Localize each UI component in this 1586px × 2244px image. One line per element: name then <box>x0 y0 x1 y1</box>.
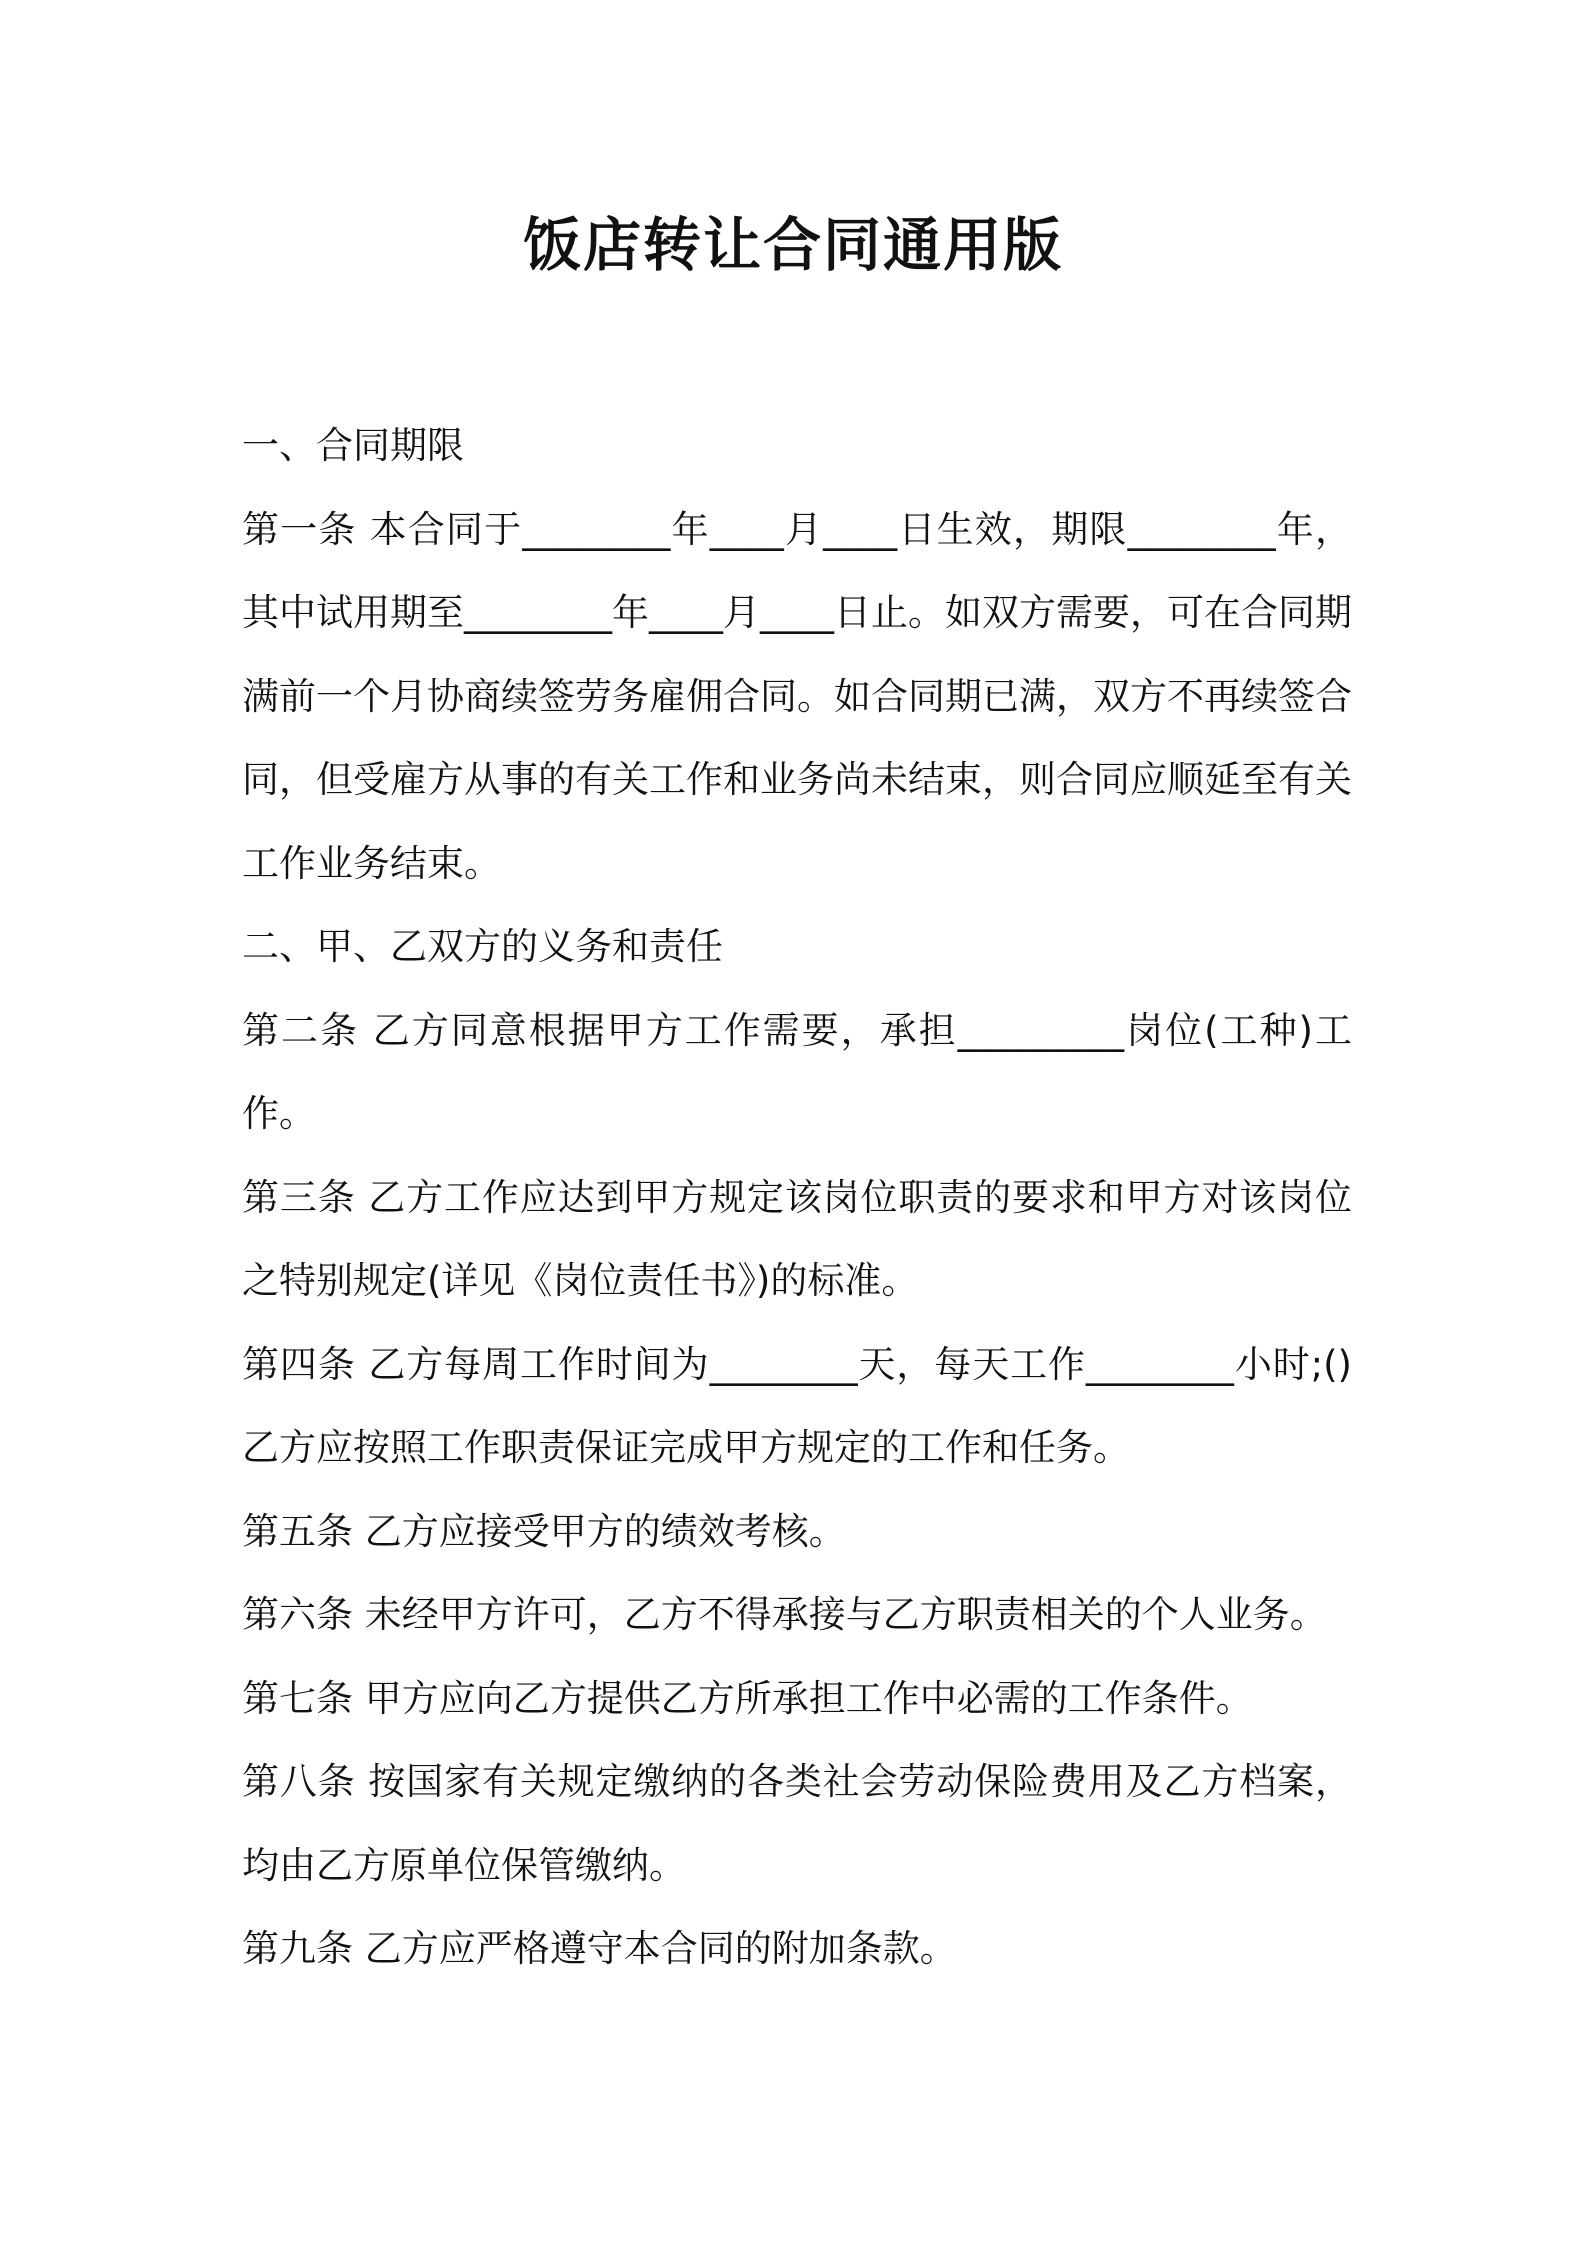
section-heading-term: 一、合同期限 <box>242 424 464 467</box>
document-title: 饭店转让合同通用版 <box>522 211 1063 279</box>
article-6: 第六条 未经甲方许可，乙方不得承接与乙方职责相关的个人业务。 <box>242 1593 1327 1636</box>
article-7: 第七条 甲方应向乙方提供乙方所承担工作中必需的工作条件。 <box>242 1676 1253 1720</box>
article-4: 第四条 乙方每周工作时间为________天，每天工作________小时;()乙方应按照工作职责保证完成甲方规定的工作和任务。 <box>242 1342 1352 1469</box>
section-heading-duties: 二、甲、乙双方的义务和责任 <box>242 925 723 968</box>
article-9: 第九条 乙方应严格遵守本合同的附加条款。 <box>242 1927 957 1970</box>
article-3: 第三条 乙方工作应达到甲方规定该岗位职责的要求和甲方对该岗位之特别规定(详见《岗位责任书》)的标准。 <box>242 1175 1352 1302</box>
document-body <box>242 404 1352 1991</box>
article-2: 第二条 乙方同意根据甲方工作需要，承担_________岗位(工种)工作。 <box>242 1008 1352 1135</box>
article-8: 第八条 按国家有关规定缴纳的各类社会劳动保险费用及乙方档案，均由乙方原单位保管缴纳。 <box>242 1760 1352 1887</box>
article-5: 第五条 乙方应接受甲方的绩效考核。 <box>242 1509 846 1553</box>
article-1: 第一条 本合同于________年____月____日生效，期限________年，其中试用期至________年____月____日止。如双方需要，可在合同期满前一个月协商续签劳务雇佣合同。如合同期已满，双方不再续签合同，但受雇方从事的有关工作和业务尚未结束，则合同应顺延至有关工作业务结束。 <box>242 507 1352 885</box>
